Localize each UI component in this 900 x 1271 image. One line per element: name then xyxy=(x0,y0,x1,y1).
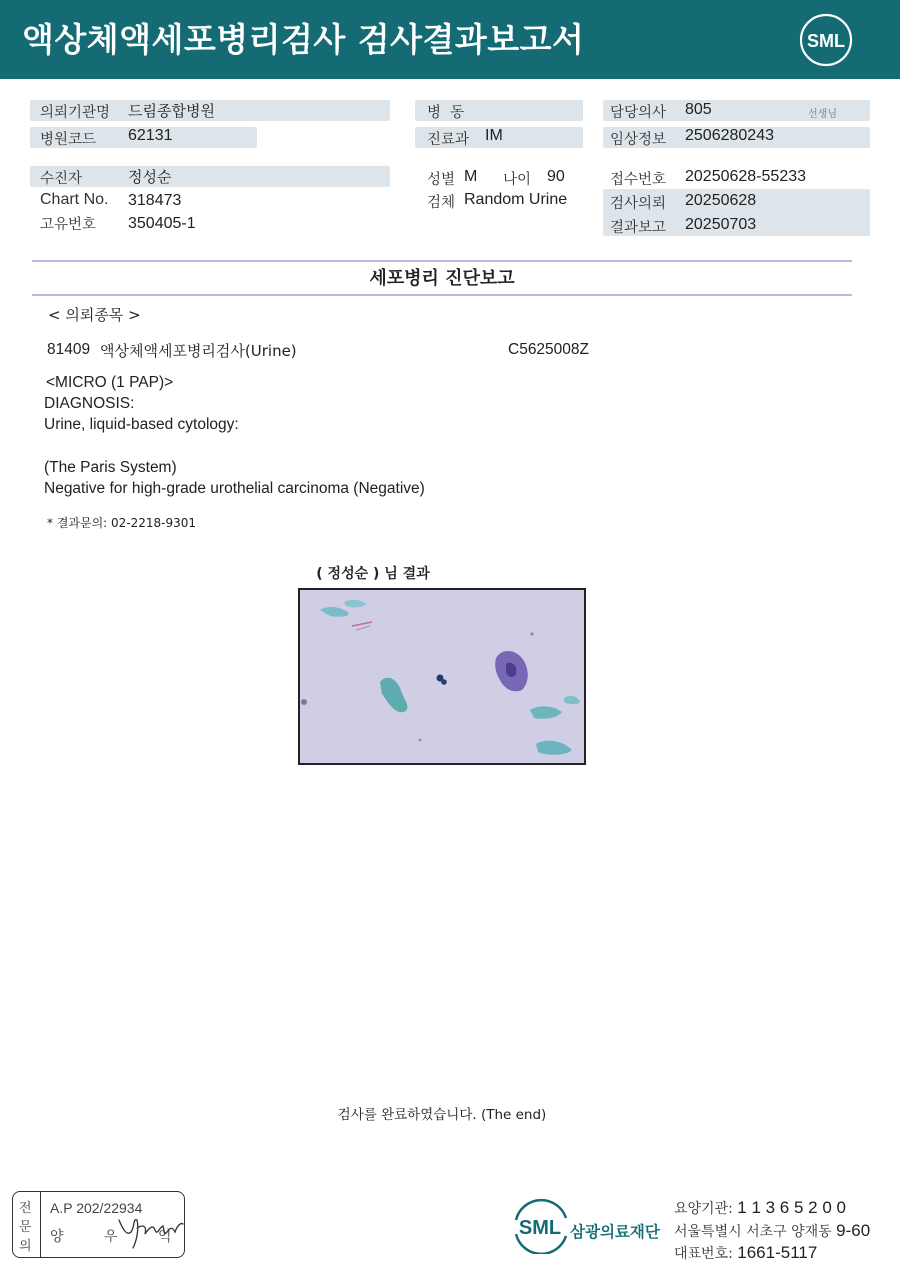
footer-address-number: 9-60 xyxy=(836,1221,871,1240)
patient-box xyxy=(30,166,390,187)
header-banner xyxy=(0,0,900,79)
stamp-char-3: 의 xyxy=(19,1239,32,1254)
dept-value: IM xyxy=(485,127,503,144)
request-date-label: 검사의뢰 xyxy=(610,196,667,212)
footer-address-text: 서울특별시 서초구 양재동 xyxy=(674,1224,837,1240)
clinical-info-label: 임상정보 xyxy=(610,132,667,148)
footer-code-label: 요양기관: xyxy=(674,1201,738,1217)
unique-number-value: 350405-1 xyxy=(128,215,196,232)
specimen-value: Random Urine xyxy=(464,191,568,208)
diagnosis-result-line: Negative for high-grade urothelial carcinoma (Negative) xyxy=(44,480,425,497)
chart-no-label: Chart No. xyxy=(40,191,109,208)
micro-line: <MICRO (1 PAP)> xyxy=(46,374,174,391)
chart-no-value: 318473 xyxy=(128,192,182,209)
specimen-label: 검체 xyxy=(427,195,456,211)
unique-number-label: 고유번호 xyxy=(40,217,97,233)
item-id: C5625008Z xyxy=(508,341,590,358)
cytology-image xyxy=(298,588,586,765)
footer-address-line xyxy=(674,1221,870,1241)
dept-label: 진료과 xyxy=(427,132,470,148)
cytology-slide-graphic xyxy=(300,590,584,763)
receipt-number-label: 접수번호 xyxy=(610,172,667,188)
hospital-code-value: 62131 xyxy=(128,127,173,144)
doctor-suffix: 선생님 xyxy=(808,109,837,120)
report-title: 액상체액세포병리검사 검사결과보고서 xyxy=(22,20,585,59)
sml-logo-icon xyxy=(798,12,854,68)
end-text: 검사를 완료하였습니다. (The end) xyxy=(337,1107,547,1123)
items-header: < 의뢰종목 > xyxy=(48,306,141,324)
footer-code-line xyxy=(674,1198,846,1218)
pathologist-stamp xyxy=(12,1191,190,1258)
doctor-value: 805 xyxy=(685,101,712,118)
section-divider-top xyxy=(32,260,852,262)
receipt-number-value: 20250628-55233 xyxy=(685,168,807,185)
footer-sml-logo-icon xyxy=(508,1198,574,1254)
footer-org-name: 삼광의료재단 xyxy=(570,1223,660,1241)
signature-icon xyxy=(113,1206,185,1252)
age-label: 나이 xyxy=(503,172,532,188)
institution-value: 드림종합병원 xyxy=(128,102,215,120)
clinical-info-value: 2506280243 xyxy=(685,127,774,144)
section-divider-bottom xyxy=(32,294,852,296)
footer-phone-value: 1661-5117 xyxy=(737,1243,818,1262)
institution-label: 의뢰기관명 xyxy=(40,105,111,121)
specimen-type-line: Urine, liquid-based cytology: xyxy=(44,416,239,433)
stamp-char-2: 문 xyxy=(19,1220,32,1235)
doctor-label: 담당의사 xyxy=(610,105,667,121)
paris-system-line: (The Paris System) xyxy=(44,459,177,476)
stamp-side xyxy=(13,1192,41,1257)
footer-phone-label: 대표번호: xyxy=(674,1246,738,1262)
patient-label: 수진자 xyxy=(40,171,83,187)
footer-code-value: 1 1 3 6 5 2 0 0 xyxy=(737,1198,846,1217)
stamp-char-1: 전 xyxy=(19,1201,32,1216)
logo-text: SML xyxy=(807,31,845,51)
sex-value: M xyxy=(464,168,478,185)
ap-number: A.P 202/22934 xyxy=(50,1200,143,1216)
footer-phone-line xyxy=(674,1243,817,1263)
patient-value: 정성순 xyxy=(128,168,172,186)
image-caption: ( 정성순 ) 님 결과 xyxy=(316,566,430,582)
report-date-label: 결과보고 xyxy=(610,220,667,236)
section-title: 세포병리 진단보고 xyxy=(369,268,515,289)
inquiry-note: * 결과문의: 02-2218-9301 xyxy=(47,516,197,530)
ward-label: 병 동 xyxy=(427,105,465,121)
item-name: 액상체액세포병리검사(Urine) xyxy=(100,342,297,360)
item-code: 81409 xyxy=(47,341,91,358)
sex-label: 성별 xyxy=(427,172,456,188)
age-value: 90 xyxy=(547,168,565,185)
footer-logo-text: SML xyxy=(518,1217,562,1239)
diagnosis-line: DIAGNOSIS: xyxy=(44,395,135,412)
pathologist-name: 양 우 익 xyxy=(50,1229,190,1245)
hospital-code-label: 병원코드 xyxy=(40,132,97,148)
request-date-value: 20250628 xyxy=(685,192,757,209)
report-date-value: 20250703 xyxy=(685,216,757,233)
